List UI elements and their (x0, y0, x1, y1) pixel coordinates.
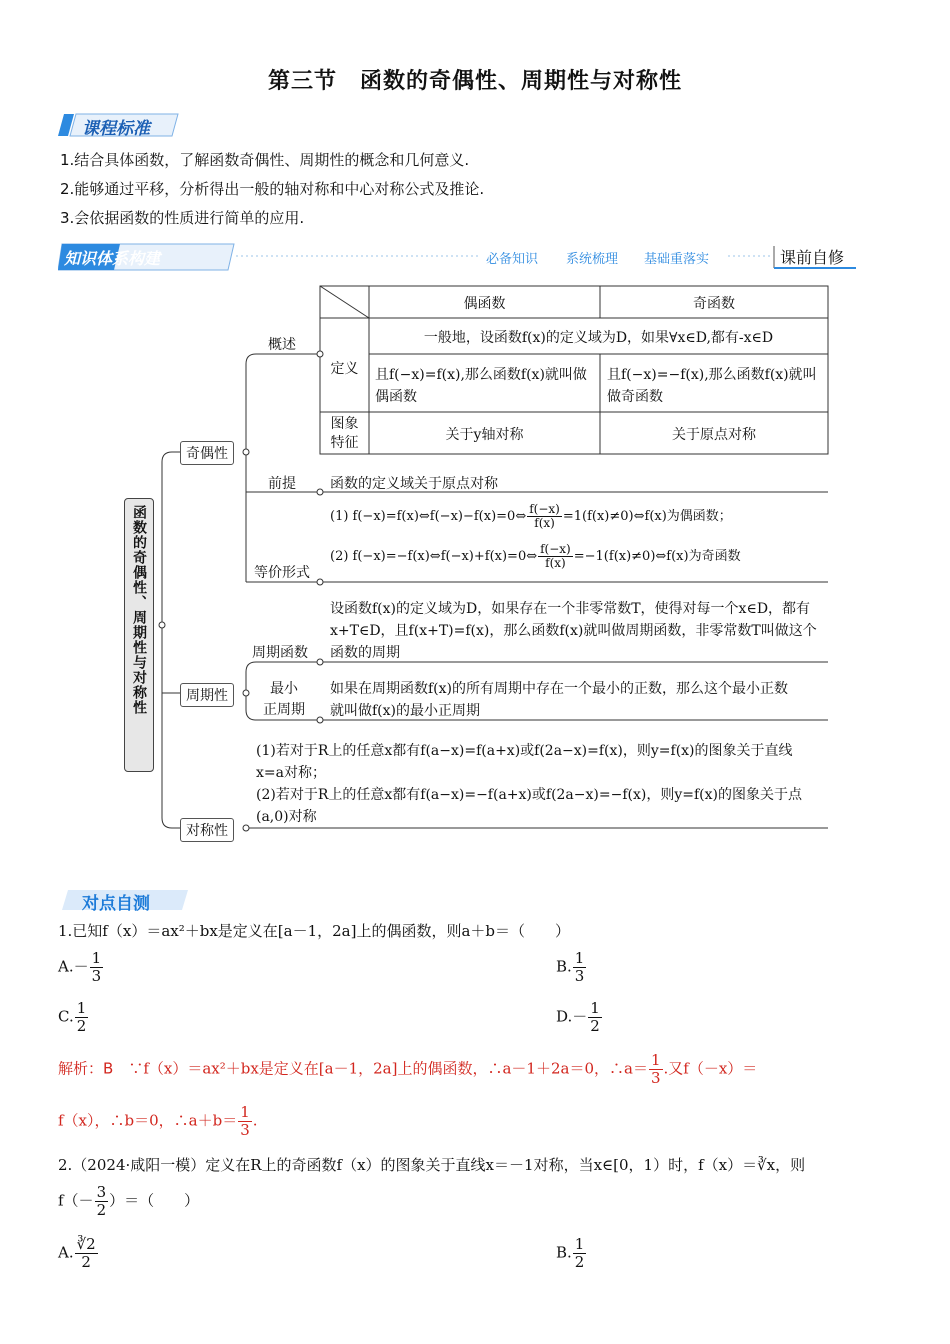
q1-b-frac (573, 950, 587, 985)
q2-b-num: 1 (574, 1235, 585, 1253)
equiv-1-fraction (527, 503, 562, 530)
min-text-line-1: 如果在周期函数f(x)的所有周期中存在一个最小的正数，那么这个最小正数 (330, 681, 788, 697)
q2-a-label: A. (58, 1243, 74, 1262)
graph-even: 关于y轴对称 (445, 427, 524, 443)
tag-basics: 基础重落实 (644, 252, 710, 267)
premise-text: 函数的定义域关于原点对称 (330, 476, 498, 492)
question-2-stem-line-2 (58, 1184, 199, 1219)
q1-option-d (556, 1000, 603, 1035)
tag-required-knowledge: 必备知识 (486, 252, 539, 267)
periodic-line-3: 函数的周期 (330, 645, 400, 661)
q1-sol-den-2: 3 (240, 1121, 250, 1139)
row-graph-line-2: 特征 (330, 435, 359, 451)
equiv-2-suffix: =−1(f(x)≠0)⇔f(x)为奇函数 (573, 549, 741, 564)
min-text-line-2: 就叫做f(x)的最小正周期 (330, 703, 481, 719)
self-test-label: 对点自测 (82, 894, 150, 914)
question-2-stem-line-1: 2.（2024·咸阳一模）定义在R上的奇函数f（x）的图象关于直线x＝－1对称，当x∈[0，1）时，f（x）＝∛x，则 (58, 1156, 806, 1174)
q1-d-frac (588, 1000, 602, 1035)
q1-c-den: 2 (76, 1017, 87, 1035)
table-row-definition: 定义 (330, 361, 359, 377)
q2-a-num: ∛2 (76, 1235, 96, 1253)
q1-option-a (58, 950, 104, 985)
q1-solution-frac-1 (649, 1052, 663, 1087)
q1-b-den: 3 (574, 967, 585, 985)
q1-solution-frac-2 (238, 1104, 252, 1139)
q2-a-frac (75, 1236, 98, 1271)
q1-option-c (58, 1000, 89, 1035)
q1-d-den: 2 (590, 1017, 600, 1035)
q1-a-frac (90, 950, 104, 985)
equiv-1-num: f(−x) (529, 502, 560, 516)
q1-solution-text-1: ∵f（x）＝ax²＋bx是定义在[a－1，2a]上的偶函数，∴a－1＋2a＝0，∴a＝ (128, 1059, 648, 1078)
q2-b-label: B. (556, 1243, 572, 1262)
min-period-line-2: 正周期 (263, 702, 305, 718)
q1-c-frac (75, 1000, 89, 1035)
knowledge-banner-label: 知识体系构建 (64, 249, 161, 268)
label-equivalent-forms: 等价形式 (254, 565, 310, 581)
q1-c-num: 1 (76, 999, 87, 1017)
label-periodic-function: 周期函数 (252, 645, 308, 661)
mindmap-root (124, 498, 154, 772)
q1-solution-end: . (252, 1111, 258, 1130)
pre-class-self-study: 课前自修 (780, 248, 845, 267)
q2-stem-den: 2 (96, 1201, 107, 1219)
self-test-banner (60, 888, 190, 912)
table-row-graph (320, 415, 369, 453)
equiv-1-prefix: (1) f(−x)=f(x)⇔f(−x)−f(x)=0⇔ (330, 509, 527, 524)
periodic-line-2: x+T∈D，且f(x+T)=f(x)，那么函数f(x)就叫做周期函数，非零常数T叫做这个 (330, 623, 817, 639)
equiv-2-den: f(x) (545, 556, 566, 570)
equiv-2-num: f(−x) (540, 542, 571, 556)
equiv-form-2 (330, 543, 741, 570)
label-overview: 概述 (268, 337, 296, 353)
label-min-period (258, 679, 310, 721)
q1-solution-line-2 (58, 1104, 258, 1139)
q1-sol-num-1: 1 (650, 1051, 661, 1069)
label-premise: 前提 (268, 476, 296, 492)
q1-d-num: 1 (590, 999, 600, 1017)
branch-symmetry: 对称性 (180, 818, 234, 842)
q2-option-a (58, 1236, 99, 1271)
graph-odd: 关于原点对称 (672, 427, 756, 443)
sym-line-2: x=a对称； (256, 765, 326, 781)
q1-a-num: 1 (91, 949, 102, 967)
equiv-2-fraction (538, 543, 573, 570)
question-1-stem: 1.已知f（x）＝ax²＋bx是定义在[a－1，2a]上的偶函数，则a＋b＝（ ） (58, 922, 571, 940)
q1-b-num: 1 (574, 949, 585, 967)
q1-solution-text-2: .又f（－x）＝ (663, 1059, 758, 1078)
q1-solution-line-1 (58, 1052, 757, 1087)
q1-sol-den-1: 3 (650, 1069, 661, 1087)
equiv-1-den: f(x) (534, 516, 555, 530)
q2-stem-pre: f（－ (58, 1191, 94, 1210)
table-header-odd: 奇函数 (693, 296, 735, 312)
sym-line-3: (2)若对于R上的任意x都有f(a−x)=−f(a+x)或f(2a−x)=−f(x)，则y=f(x)的图象关于点 (256, 787, 802, 803)
q2-stem-post: ）＝（ ） (109, 1191, 200, 1210)
equiv-1-suffix: =1(f(x)≠0)⇔f(x)为偶函数； (562, 509, 732, 524)
standard-item-1: 1.结合具体函数，了解函数奇偶性、周期性的概念和几何意义. (60, 151, 470, 169)
q1-solution-head: 解析：B (58, 1059, 114, 1078)
periodic-line-1: 设函数f(x)的定义域为D，如果存在一个非零常数T，使得对每一个x∈D，都有 (330, 601, 811, 617)
q1-c-label: C. (58, 1007, 74, 1026)
sym-line-4: (a,0)对称 (256, 809, 317, 825)
q1-d-label: D.－ (556, 1007, 588, 1026)
branch-parity: 奇偶性 (180, 441, 234, 465)
equiv-form-1 (330, 503, 732, 530)
page-title: 第三节 函数的奇偶性、周期性与对称性 (267, 69, 682, 94)
definition-even: 且f(−x)=f(x),那么函数f(x)就叫做偶函数 (375, 367, 587, 405)
table-header-even: 偶函数 (463, 296, 506, 312)
row-graph-line-1: 图象 (330, 416, 359, 432)
mindmap-root-label: 函数的奇偶性、周期性与对称性 (131, 505, 147, 715)
q1-sol-num-2: 1 (240, 1103, 250, 1121)
course-standard-label: 课程标准 (82, 119, 150, 139)
min-period-line-1: 最小 (270, 681, 298, 697)
definition-odd: 且f(−x)=−f(x),那么函数f(x)就叫做奇函数 (607, 367, 817, 405)
q1-a-den: 3 (91, 967, 102, 985)
min-period-definition (330, 678, 788, 722)
sym-line-1: (1)若对于R上的任意x都有f(a−x)=f(a+x)或f(2a−x)=f(x)，则y=f(x)的图象关于直线 (256, 743, 793, 759)
q2-option-b (556, 1236, 587, 1271)
equiv-2-prefix: (2) f(−x)=−f(x)⇔f(−x)+f(x)=0⇔ (330, 549, 538, 564)
q2-b-frac (573, 1236, 587, 1271)
symmetry-rules (256, 740, 802, 828)
tag-systematic-review: 系统梳理 (566, 252, 619, 267)
definition-common: 一般地，设函数f(x)的定义域为D，如果∀x∈D,都有-x∈D (423, 330, 774, 346)
q2-stem-num: 3 (96, 1183, 107, 1201)
periodic-definition (330, 598, 817, 664)
q2-a-den: 2 (81, 1253, 91, 1271)
q1-option-b (556, 950, 587, 985)
q1-a-label: A.－ (58, 957, 89, 976)
q1-b-label: B. (556, 957, 572, 976)
q2-stem-frac (95, 1184, 109, 1219)
q1-solution-text-3: f（x），∴b＝0，∴a＋b＝ (58, 1111, 238, 1130)
standard-item-3: 3.会依据函数的性质进行简单的应用. (60, 209, 305, 227)
branch-periodicity: 周期性 (180, 683, 234, 707)
q2-b-den: 2 (574, 1253, 585, 1271)
standard-item-2: 2.能够通过平移，分析得出一般的轴对称和中心对称公式及推论. (60, 180, 485, 198)
